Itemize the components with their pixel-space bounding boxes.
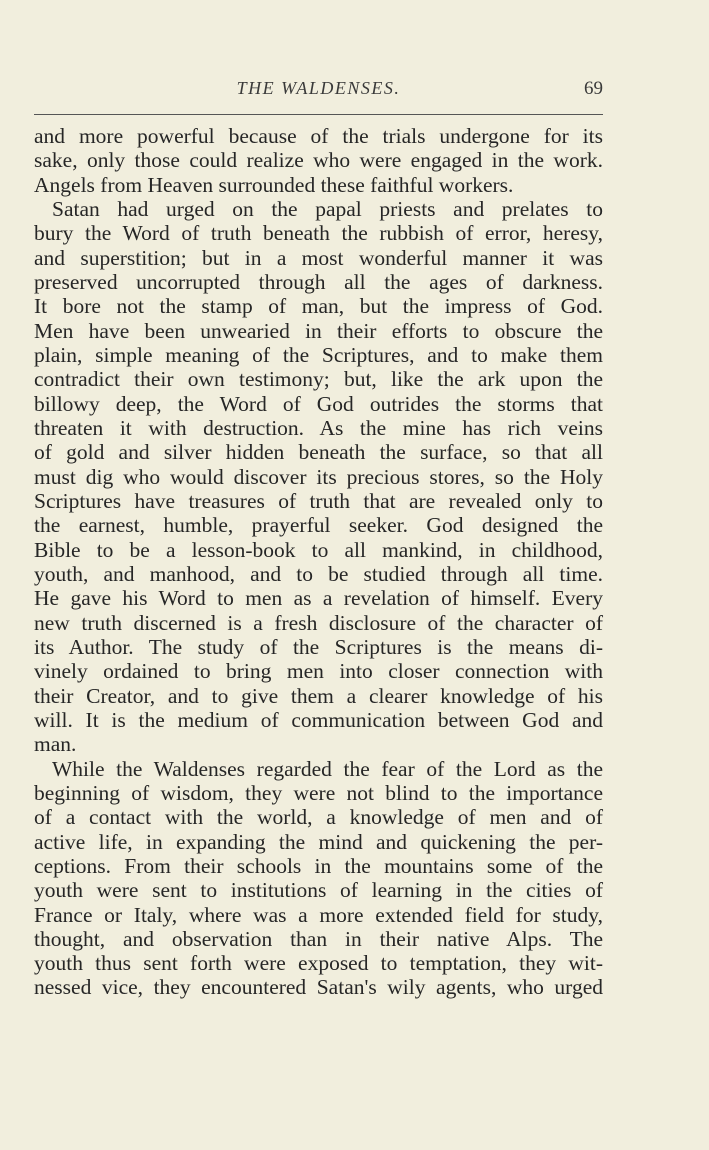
text-line: youth were sent to institutions of learning in the cities of	[34, 878, 603, 903]
text-line: Angels from Heaven surrounded these faithful workers.	[34, 172, 514, 197]
text-line: thought, and observation than in their native Alps. The	[34, 926, 603, 951]
text-line: It bore not the stamp of man, but the impress of God.	[34, 294, 603, 319]
text-line: must dig who would discover its precious stores, so the Holy	[34, 464, 603, 489]
page-number: 69	[584, 78, 603, 99]
text-line: its Author. The study of the Scriptures is the means di-	[34, 634, 603, 659]
text-line: threaten it with destruction. As the mine has rich veins	[34, 415, 603, 440]
text-line: of gold and silver hidden beneath the surface, so that all	[34, 440, 603, 465]
text-line: youth, and manhood, and to be studied through all time.	[34, 561, 603, 586]
text-line: contradict their own testimony; but, like the ark upon the	[34, 367, 603, 392]
text-line: their Creator, and to give them a clearer knowledge of his	[34, 683, 603, 708]
text-line: vinely ordained to bring men into closer connection with	[34, 659, 603, 684]
text-line: Bible to be a lesson-book to all mankind, in childhood,	[34, 537, 603, 562]
text-line: Men have been unwearied in their efforts to obscure the	[34, 318, 603, 343]
text-line: Scriptures have treasures of truth that are revealed only to	[34, 488, 603, 513]
text-line: bury the Word of truth beneath the rubbish of error, heresy,	[34, 221, 603, 246]
text-line: billowy deep, the Word of God outrides the storms that	[34, 391, 603, 416]
text-line: and more powerful because of the trials undergone for its	[34, 124, 603, 148]
text-line: While the Waldenses regarded the fear of the Lord as the	[52, 756, 603, 781]
text-line: France or Italy, where was a more extended field for study,	[34, 902, 603, 927]
text-line: youth thus sent forth were exposed to temptation, they wit-	[34, 951, 603, 976]
text-line: and superstition; but in a most wonderful manner it was	[34, 245, 603, 270]
text-line: man.	[34, 732, 77, 757]
text-line: of a contact with the world, a knowledge of men and of	[34, 805, 603, 830]
text-line: He gave his Word to men as a revelation of himself. Every	[34, 586, 603, 611]
text-line: the earnest, humble, prayerful seeker. God designed the	[34, 513, 603, 538]
text-line: nessed vice, they encountered Satan's wily agents, who urged	[34, 975, 603, 1000]
body-text	[34, 124, 603, 1000]
text-line: Satan had urged on the papal priests and prelates to	[52, 196, 603, 221]
running-header	[34, 78, 603, 108]
text-line: new truth discerned is a fresh disclosure of the character of	[34, 610, 603, 635]
text-line: ceptions. From their schools in the mountains some of the	[34, 853, 603, 878]
running-title: THE WALDENSES.	[236, 78, 401, 98]
text-line: plain, simple meaning of the Scriptures, and to make them	[34, 342, 603, 367]
text-line: sake, only those could realize who were engaged in the work.	[34, 148, 603, 173]
text-line: active life, in expanding the mind and quickening the per-	[34, 829, 603, 854]
text-line: beginning of wisdom, they were not blind to the importance	[34, 780, 603, 805]
header-rule	[34, 114, 603, 115]
text-line: will. It is the medium of communication between God and	[34, 707, 603, 732]
text-line: preserved uncorrupted through all the ages of darkness.	[34, 269, 603, 294]
